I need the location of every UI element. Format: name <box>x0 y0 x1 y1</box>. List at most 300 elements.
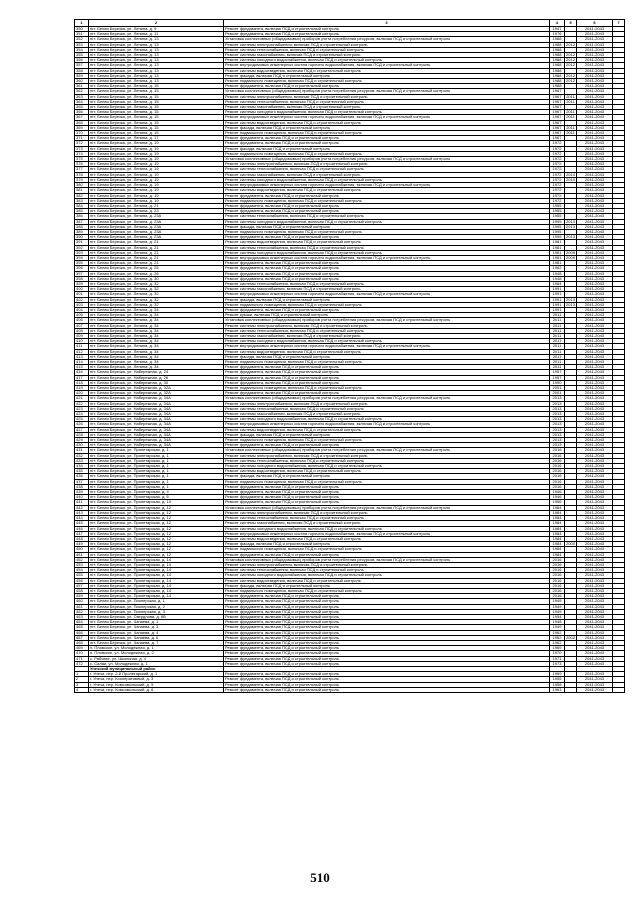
planned-period-cell: 2041-2043 <box>577 552 613 557</box>
planned-period-cell: 2041-2043 <box>577 443 613 448</box>
planned-period-cell: 2041-2043 <box>577 120 613 125</box>
planned-period-cell: 2041-2043 <box>577 427 613 432</box>
planned-period-cell: 2041-2043 <box>577 271 613 276</box>
year-built-cell: 1967 <box>550 115 565 120</box>
work-type-cell: Ремонт системы холодного водоснабжения, включая ПСД и строительный контроль <box>224 573 550 578</box>
row-number: 397 <box>75 271 89 276</box>
address-cell: пгт. Белая Березка, ул. Набережная, д. 34А <box>89 427 224 432</box>
address-cell: пгт. Белая Березка, ул. Набережная, д. 32А <box>89 386 224 391</box>
work-type-cell: Ремонт подвального помещения, включая ПСД и строительный контроль <box>224 151 550 156</box>
work-type-cell: Ремонт подвального помещения, включая ПСД и строительный контроль <box>224 479 550 484</box>
row-number: 449 <box>75 542 89 547</box>
work-type-cell: Ремонт фундамента, включая ПСД и строительный контроль <box>224 495 550 500</box>
year-built-cell: 1946 <box>550 495 565 500</box>
address-cell: пгт. Белая Березка, ул. Набережная, д. 34А <box>89 438 224 443</box>
planned-period-cell: 2041-2043 <box>577 333 613 338</box>
row-number: 433 <box>75 458 89 463</box>
work-type-cell: Ремонт системы электроснабжения, включая ПСД и строительный контроль <box>224 162 550 167</box>
address-cell: пгт. Белая Березка, ул. Пролетарская, д. 14 <box>89 578 224 583</box>
work-type-cell: Ремонт фасада, включая ПСД и строительный контроль <box>224 432 550 437</box>
year-built-cell: 1972 <box>550 172 565 177</box>
work-type-cell: Ремонт фундамента, включая ПСД и строительный контроль <box>224 635 550 640</box>
work-type-cell: Ремонт внутридомовых инженерных систем горячего водоснабжения, включая ПСД и строительный контроль <box>224 292 550 297</box>
address-cell: пгт. Белая Березка, ул. Ленина, д. 13 <box>89 58 224 63</box>
planned-period-cell: 2041-2043 <box>577 47 613 52</box>
planned-period-cell: 2041-2043 <box>577 521 613 526</box>
year-built-cell: 2016 <box>550 469 565 474</box>
address-cell: пгт. Белая Березка, ул. Ленина, д. 21 <box>89 261 224 266</box>
row-number: 434 <box>75 464 89 469</box>
work-type-cell: Ремонт крыши, включая ПСД и строительный контроль <box>224 313 550 318</box>
planned-period-cell: 2041-2043 <box>577 380 613 385</box>
address-cell: пгт. Белая Березка, ул. Пролетарская, д. 12 <box>89 552 224 557</box>
year-built-cell: 1988 <box>550 79 565 84</box>
work-type-cell: Ремонт системы теплоснабжения, включая ПСД и строительный контроль <box>224 245 550 250</box>
row-number: 435 <box>75 469 89 474</box>
work-type-cell: Ремонт системы водоотведения, включая ПСД и строительный контроль <box>224 68 550 73</box>
work-type-cell: Установка коллективных (общедомовых) приборов учета потребления ресурсов, включая ПСД и строительный контроль <box>224 448 550 453</box>
planned-period-cell: 2041-2043 <box>577 677 613 682</box>
planned-period-cell: 2041-2043 <box>577 375 613 380</box>
year-built-cell: 1988 <box>550 42 565 47</box>
work-type-cell: Ремонт системы водоотведения, включая ПСД и строительный контроль <box>224 427 550 432</box>
year-built-cell: 1972 <box>550 183 565 188</box>
work-type-cell: Ремонт системы холодного водоснабжения, включая ПСД и строительный контроль <box>224 219 550 224</box>
address-cell: пгт. Белая Березка, ул. Пролетарская, д. 12 <box>89 526 224 531</box>
work-type-cell: Ремонт системы электроснабжения, включая ПСД и строительный контроль <box>224 323 550 328</box>
work-type-cell: Ремонт фундамента, включая ПСД и строительный контроль <box>224 276 550 281</box>
work-type-cell: Ремонт фасада, включая ПСД и строительный контроль <box>224 146 550 151</box>
work-type-cell: Ремонт подвального помещения, включая ПСД и строительный контроль <box>224 547 550 552</box>
work-type-cell: Ремонт системы электроснабжения, включая ПСД и строительный контроль <box>224 401 550 406</box>
row-number: 390 <box>75 235 89 240</box>
year-built-cell: 2011 <box>550 339 565 344</box>
row-number: 403 <box>75 302 89 307</box>
work-type-cell: Ремонт системы электроснабжения, включая ПСД и строительный контроль <box>224 94 550 99</box>
year-last-repair-cell: 2010 <box>566 177 575 182</box>
planned-period-cell: 2041-2043 <box>577 198 613 203</box>
work-type-cell: Ремонт системы газоснабжения, включая ПСД и строительный контроль <box>224 287 550 292</box>
planned-period-cell: 2041-2043 <box>577 614 613 619</box>
row-number: 472 <box>75 661 89 666</box>
row-number: 361 <box>75 84 89 89</box>
work-type-cell: Ремонт фундамента, включая ПСД и строительный контроль <box>224 682 550 687</box>
year-last-repair-cell: 2002 <box>566 635 575 640</box>
work-type-cell: Ремонт подвального помещения, включая ПСД и строительный контроль <box>224 79 550 84</box>
row-number: 380 <box>75 183 89 188</box>
year-built-cell: 1984 <box>550 505 565 510</box>
work-type-cell: Ремонт системы электроснабжения, включая ПСД и строительный контроль <box>224 453 550 458</box>
address-cell: пгт. Белая Березка, ул. Ленина, д. 19 <box>89 198 224 203</box>
row-number: 2 <box>75 677 89 682</box>
row-number: 459 <box>75 594 89 599</box>
address-cell: пгт. Белая Березка, ул. Ленина, д. 15 <box>89 125 224 130</box>
year-built-cell: 1995 <box>550 219 565 224</box>
year-built-cell: 2016 <box>550 474 565 479</box>
planned-period-cell: 2041-2043 <box>577 490 613 495</box>
year-built-cell: 1990 <box>550 380 565 385</box>
address-cell: пгт. Белая Березка, ул. Ленина, д. 13 <box>89 63 224 68</box>
year-built-cell: 1949 <box>550 604 565 609</box>
year-built-cell: 1972 <box>550 177 565 182</box>
address-cell: пгт. Белая Березка, ул. Пролетарская, д. 10 <box>89 500 224 505</box>
row-number: 438 <box>75 484 89 489</box>
planned-period-cell: 2041-2043 <box>577 84 613 89</box>
address-cell: пгт. Белая Березка, ул. Ленина, д. 25 <box>89 266 224 271</box>
year-built-cell: 1972 <box>550 193 565 198</box>
row-number: 432 <box>75 453 89 458</box>
planned-period-cell: 2041-2043 <box>577 255 613 260</box>
year-built-cell: 2011 <box>550 318 565 323</box>
address-cell: пгт. Белая Березка, ул. Пролетарская, д. 12 <box>89 510 224 515</box>
work-type-cell: Ремонт фундамента, включая ПСД и строительный контроль <box>224 271 550 276</box>
year-built-cell: 2013 <box>550 396 565 401</box>
planned-period-cell: 2041-2043 <box>577 588 613 593</box>
address-cell: пгт. Белая Березка, ул. Ленина, д. 23А <box>89 219 224 224</box>
planned-period-cell: 2041-2043 <box>577 500 613 505</box>
row-number: 462 <box>75 609 89 614</box>
row-number: 362 <box>75 89 89 94</box>
year-built-cell: 1967 <box>550 120 565 125</box>
row-number: 371 <box>75 136 89 141</box>
row-number: 461 <box>75 604 89 609</box>
planned-period-cell: 2041-2043 <box>577 422 613 427</box>
work-type-cell: Ремонт фундамента, включая ПСД и строительный контроль <box>224 141 550 146</box>
row-number: 448 <box>75 536 89 541</box>
planned-period-cell: 2041-2043 <box>577 479 613 484</box>
planned-period-cell: 2041-2043 <box>577 313 613 318</box>
address-cell: пгт. Белая Березка, ул. Пролетарская, д. 1 <box>89 484 224 489</box>
planned-period-cell: 2041-2043 <box>577 406 613 411</box>
planned-period-cell: 2041-2043 <box>577 292 613 297</box>
planned-period-cell: 2041-2043 <box>577 464 613 469</box>
address-cell: пгт. Белая Березка, ул. Ленина, д. 34 <box>89 349 224 354</box>
year-built-cell: 2016 <box>550 479 565 484</box>
address-cell: пгт. Белая Березка, ул. Ленина, д. 34 <box>89 365 224 370</box>
row-number: 381 <box>75 188 89 193</box>
year-built-cell: 2001 <box>550 391 565 396</box>
address-cell: пгт. Белая Березка, ул. Пионерская, д. 3 <box>89 609 224 614</box>
year-last-repair-cell: 2011 <box>566 130 575 136</box>
work-type-cell: Ремонт системы водоотведения, включая ПСД и строительный контроль <box>224 240 550 245</box>
planned-period-cell: 2041-2043 <box>577 354 613 359</box>
row-number: 418 <box>75 380 89 385</box>
work-type-cell: Ремонт фундамента, включая ПСД и строительный контроль <box>224 594 550 599</box>
year-built-cell: 2016 <box>550 568 565 573</box>
address-cell: пгт. Белая Березка, ул. Набережная, д. 34А <box>89 422 224 427</box>
year-last-repair-cell: 2012 <box>566 42 575 47</box>
address-cell: пгт. Белая Березка, ул. Пролетарская, д. 12 <box>89 505 224 510</box>
year-built-cell: 1955 <box>550 209 565 214</box>
row-number: 373 <box>75 146 89 151</box>
year-built-cell: 1967 <box>550 99 565 104</box>
work-type-cell: Ремонт системы водоотведения, включая ПСД и строительный контроль <box>224 349 550 354</box>
planned-period-cell: 2041-2043 <box>577 73 613 78</box>
row-number: 364 <box>75 99 89 104</box>
work-type-cell: Ремонт подвального помещения, включая ПСД и строительный контроль <box>224 229 550 234</box>
address-cell: пгт. Белая Березка, ул. Ленина, д. 21 <box>89 255 224 260</box>
planned-period-cell: 2041-2043 <box>577 276 613 281</box>
row-number: 416 <box>75 370 89 375</box>
row-number: 363 <box>75 94 89 99</box>
work-type-cell: Ремонт системы водоотведения, включая ПСД и строительный контроль <box>224 536 550 541</box>
row-number: 383 <box>75 198 89 203</box>
planned-period-cell: 2041-2043 <box>577 136 613 141</box>
row-number: 452 <box>75 557 89 562</box>
work-type-cell: Ремонт внутридомовых инженерных систем горячего водоснабжения, включая ПСД и строительный контроль <box>224 115 550 120</box>
address-cell: пгт. Белая Березка, ул. Набережная, д. 24 <box>89 370 224 375</box>
work-type-cell: Ремонт фундамента, включая ПСД и строительный контроль <box>224 609 550 614</box>
planned-period-cell: 2041-2043 <box>577 547 613 552</box>
row-number: 389 <box>75 229 89 234</box>
row-number: 405 <box>75 313 89 318</box>
year-last-repair-cell: 2012 <box>566 62 575 68</box>
work-type-cell: Ремонт системы холодного водоснабжения, включая ПСД и строительный контроль <box>224 526 550 531</box>
planned-period-cell: 2041-2043 <box>577 110 613 115</box>
year-built-cell: 2016 <box>550 448 565 453</box>
year-built-cell: 2011 <box>550 349 565 354</box>
year-built-cell: 1988 <box>550 73 565 78</box>
address-cell: пгт. Белая Березка, ул. Ленина, д. 19 <box>89 162 224 167</box>
row-number: 399 <box>75 281 89 286</box>
planned-period-cell: 2041-2043 <box>577 661 613 666</box>
row-number: 460 <box>75 599 89 604</box>
column-header: 6 <box>577 20 613 27</box>
work-type-cell: Установка коллективных (общедомовых) приборов учета потребления ресурсов, включая ПСД и строительный контроль <box>224 157 550 162</box>
address-cell: пгт. Белая Березка, ул. Пролетарская, д. 1 <box>89 453 224 458</box>
address-cell: пгт. Белая Березка, ул. Пролетарская, д. 6 <box>89 495 224 500</box>
planned-period-cell: 2041-2043 <box>577 105 613 110</box>
work-type-cell: Ремонт фундамента, включая ПСД и строительный контроль <box>224 370 550 375</box>
row-number: 360 <box>75 79 89 84</box>
address-cell: пгт. Белая Березка, ул. Набережная, д. 30 <box>89 380 224 385</box>
year-built-cell: 1972 <box>550 141 565 146</box>
work-type-cell: Ремонт системы теплоснабжения, включая ПСД и строительный контроль <box>224 328 550 333</box>
year-built-cell: 1967 <box>550 125 565 130</box>
year-built-cell: 1991 <box>550 297 565 302</box>
year-built-cell: 1991 <box>550 302 565 307</box>
address-cell: пгт. Белая Березка, ул. Ленина, д. 32 <box>89 302 224 307</box>
planned-period-cell: 2041-2043 <box>577 245 613 250</box>
row-number: 407 <box>75 323 89 328</box>
work-type-cell: Ремонт системы водоотведения, включая ПСД и строительный контроль <box>224 188 550 193</box>
work-type-cell: Ремонт фасада, включая ПСД и строительный контроль <box>224 125 550 130</box>
year-built-cell: 1972 <box>550 198 565 203</box>
address-cell: г. Унеча, пер. 2-й Пролетарский, д. 1 <box>89 672 224 677</box>
address-cell: пгт. Белая Березка, ул. Ленина, д. 11 <box>89 32 224 37</box>
planned-period-cell: 2041-2043 <box>577 432 613 437</box>
year-built-cell: 2016 <box>550 557 565 562</box>
address-cell: пгт. Белая Березка, ул. Ленина, д. 26 <box>89 271 224 276</box>
work-type-cell: Ремонт фасада, включая ПСД и строительный контроль <box>224 583 550 588</box>
planned-period-cell: 2041-2043 <box>577 141 613 146</box>
year-built-cell: 1972 <box>550 188 565 193</box>
year-built-cell: 1972 <box>550 151 565 156</box>
work-type-cell: Ремонт подвального помещения, включая ПСД и строительный контроль <box>224 360 550 365</box>
year-built-cell: 2011 <box>550 360 565 365</box>
row-number: 419 <box>75 386 89 391</box>
year-built-cell: 1970 <box>550 651 565 656</box>
work-type-cell: Ремонт фундамента, включая ПСД и строительный контроль <box>224 203 550 208</box>
year-built-cell: 1967 <box>550 105 565 110</box>
planned-period-cell: 2041-2043 <box>577 339 613 344</box>
work-type-cell: Ремонт системы газоснабжения, включая ПСД и строительный контроль <box>224 521 550 526</box>
column-header: 2 <box>89 20 224 27</box>
address-cell: пгт. Белая Березка, ул. Чапаева, д. 1 <box>89 620 224 625</box>
year-built-cell: 1972 <box>550 157 565 162</box>
row-number: 368 <box>75 120 89 125</box>
row-number: 365 <box>75 105 89 110</box>
address-cell: пгт. Белая Березка, ул. Ленина, д. 23А <box>89 229 224 234</box>
work-type-cell: Ремонт фундамента, включая ПСД и строительный контроль <box>224 651 550 656</box>
work-type-cell: Ремонт системы теплоснабжения, включая ПСД и строительный контроль <box>224 568 550 573</box>
address-cell: пгт. Белая Березка, ул. Пролетарская, д. 1 <box>89 469 224 474</box>
row-number: 351 <box>75 32 89 37</box>
row-number: 394 <box>75 255 89 260</box>
work-type-cell: Ремонт подвального помещения, включая ПСД и строительный контроль <box>224 131 550 136</box>
year-built-cell: 1981 <box>550 255 565 260</box>
planned-period-cell: 2041-2043 <box>577 516 613 521</box>
work-type-cell: Ремонт системы теплоснабжения, включая ПСД и строительный контроль <box>224 167 550 172</box>
work-type-cell: Ремонт системы холодного водоснабжения, включая ПСД и строительный контроль <box>224 250 550 255</box>
year-last-repair-cell: 2011 <box>566 109 575 115</box>
year-built-cell: 2011 <box>550 344 565 349</box>
address-cell: п. Пловское, ул. Молодежная, д. 1 <box>89 646 224 651</box>
year-built-cell: 1984 <box>550 510 565 515</box>
row-number: 428 <box>75 432 89 437</box>
year-built-cell: 2016 <box>550 578 565 583</box>
planned-period-cell: 2041-2043 <box>577 604 613 609</box>
planned-period-cell: 2041-2043 <box>577 162 613 167</box>
planned-period-cell: 2041-2043 <box>577 302 613 307</box>
row-number: 413 <box>75 354 89 359</box>
year-built-cell: 2011 <box>550 313 565 318</box>
row-number: 402 <box>75 297 89 302</box>
year-last-repair-cell: 2013 <box>566 224 575 229</box>
year-built-cell: 1962 <box>550 266 565 271</box>
planned-period-cell: 2041-2043 <box>577 297 613 302</box>
row-number: 455 <box>75 573 89 578</box>
work-type-cell: Ремонт фундамента, включая ПСД и строительный контроль <box>224 84 550 89</box>
planned-period-cell: 2041-2043 <box>577 542 613 547</box>
year-built-cell: 1972 <box>550 167 565 172</box>
address-cell: пгт. Белая Березка, ул. Набережная, д. 34А <box>89 401 224 406</box>
address-cell: пгт. Белая Березка, ул. Ленина, д. 32 <box>89 281 224 286</box>
address-cell: пгт. Белая Березка, ул. Пролетарская, д. 4 <box>89 490 224 495</box>
work-type-cell: Ремонт внутридомовых инженерных систем горячего водоснабжения, включая ПСД и строительный контроль <box>224 531 550 536</box>
row-number: 442 <box>75 505 89 510</box>
address-cell: пгт. Белая Березка, ул. Ленина, д. 13 <box>89 37 224 42</box>
planned-period-cell: 2041-2043 <box>577 183 613 188</box>
row-number: 429 <box>75 438 89 443</box>
year-built-cell: 1988 <box>550 63 565 68</box>
planned-period-cell: 2041-2043 <box>577 578 613 583</box>
address-cell: пгт. Белая Березка, ул. Ленина, д. 13 <box>89 53 224 58</box>
planned-period-cell: 2041-2043 <box>577 328 613 333</box>
address-cell: пгт. Белая Березка, ул. Ленина, д. 19 <box>89 141 224 146</box>
address-cell: пгт. Белая Березка, ул. Чапаева, д. 7 <box>89 640 224 645</box>
year-last-repair-cell: 2011 <box>566 94 575 99</box>
address-cell: пгт. Белая Березка, ул. Ленина, д. 15 <box>89 89 224 94</box>
year-built-cell: 1984 <box>550 536 565 541</box>
work-type-cell: Ремонт фундамента, включая ПСД и строительный контроль <box>224 620 550 625</box>
year-built-cell: 1995 <box>550 229 565 234</box>
address-cell: с. Рябчеве, ул. Школьная, д. 4 <box>89 656 224 661</box>
year-built-cell: 1984 <box>550 281 565 286</box>
row-number: 420 <box>75 391 89 396</box>
work-type-cell: Ремонт системы водоотведения, включая ПСД и строительный контроль <box>224 469 550 474</box>
year-built-cell: 1981 <box>550 250 565 255</box>
year-built-cell: 1956 <box>550 500 565 505</box>
planned-period-cell: 2041-2043 <box>577 526 613 531</box>
year-built-cell: 2016 <box>550 484 565 489</box>
work-type-cell: Ремонт фасада, включая ПСД и строительный контроль <box>224 224 550 229</box>
row-number: 369 <box>75 125 89 130</box>
work-type-cell: Ремонт системы теплоснабжения, включая ПСД и строительный контроль <box>224 47 550 52</box>
work-type-cell: Ремонт фундамента, включая ПСД и строительный контроль <box>224 552 550 557</box>
year-built-cell: 2013 <box>550 443 565 448</box>
planned-period-cell: 2041-2043 <box>577 448 613 453</box>
work-type-cell: Ремонт фундамента, включая ПСД и строительный контроль <box>224 261 550 266</box>
address-cell: пгт. Белая Березка, ул. Пролетарская, д. 1 <box>89 479 224 484</box>
year-built-cell: 1988 <box>550 84 565 89</box>
year-last-repair-cell: 2011 <box>566 99 575 104</box>
row-number: 447 <box>75 531 89 536</box>
year-built-cell: 1988 <box>550 37 565 42</box>
address-cell: пгт. Белая Березка, ул. Ленина, д. 34 <box>89 318 224 323</box>
planned-period-cell: 2041-2043 <box>577 458 613 463</box>
work-type-cell: Ремонт фундамента, включая ПСД и строительный контроль <box>224 307 550 312</box>
work-type-cell: Ремонт фундамента, включая ПСД и строительный контроль <box>224 646 550 651</box>
planned-period-cell: 2041-2043 <box>577 474 613 479</box>
year-built-cell: 1967 <box>550 94 565 99</box>
year-built-cell: 1991 <box>550 287 565 292</box>
address-cell: пгт. Белая Березка, ул. Пролетарская, д. 14 <box>89 588 224 593</box>
year-built-cell: 2013 <box>550 412 565 417</box>
planned-period-cell: 2041-2043 <box>577 396 613 401</box>
work-type-cell: Ремонт системы газоснабжения, включая ПСД и строительный контроль <box>224 412 550 417</box>
planned-period-cell: 2041-2043 <box>577 229 613 234</box>
row-number: 4 <box>75 687 89 692</box>
planned-period-cell: 2041-2043 <box>577 625 613 630</box>
year-built-cell: 1967 <box>550 136 565 141</box>
address-cell: пгт. Белая Березка, ул. Ленина, д. 13 <box>89 73 224 78</box>
work-type-cell: Ремонт фасада, включая ПСД и строительный контроль <box>224 297 550 302</box>
work-type-cell: Ремонт внутридомовых инженерных систем горячего водоснабжения, включая ПСД и строительный контроль <box>224 63 550 68</box>
planned-period-cell: 2041-2043 <box>577 510 613 515</box>
row-number: 421 <box>75 396 89 401</box>
planned-period-cell: 2041-2043 <box>577 219 613 224</box>
row-number: 464 <box>75 620 89 625</box>
row-number: 422 <box>75 401 89 406</box>
row-number: 367 <box>75 115 89 120</box>
year-built-cell: 1967 <box>550 131 565 136</box>
planned-period-cell: 2041-2043 <box>577 99 613 104</box>
work-type-cell: Ремонт подвального помещения, включая ПСД и строительный контроль <box>224 438 550 443</box>
address-cell: пгт. Белая Березка, ул. Набережная, д. 34А <box>89 443 224 448</box>
planned-period-cell: 2041-2043 <box>577 287 613 292</box>
work-type-cell: Ремонт системы газоснабжения, включая ПСД и строительный контроль <box>224 105 550 110</box>
row-number: 353 <box>75 42 89 47</box>
row-number: 450 <box>75 547 89 552</box>
address-cell: пгт. Белая Березка, ул. Ленина, д. 17 <box>89 136 224 141</box>
column-header: 5 <box>565 20 577 27</box>
address-cell: пгт. Белая Березка, ул. Набережная, д. 34А <box>89 406 224 411</box>
work-type-cell: Ремонт системы газоснабжения, включая ПСД и строительный контроль <box>224 53 550 58</box>
column-header: 4 <box>550 20 565 27</box>
planned-period-cell: 2041-2043 <box>577 531 613 536</box>
planned-period-cell: 2041-2043 <box>577 682 613 687</box>
